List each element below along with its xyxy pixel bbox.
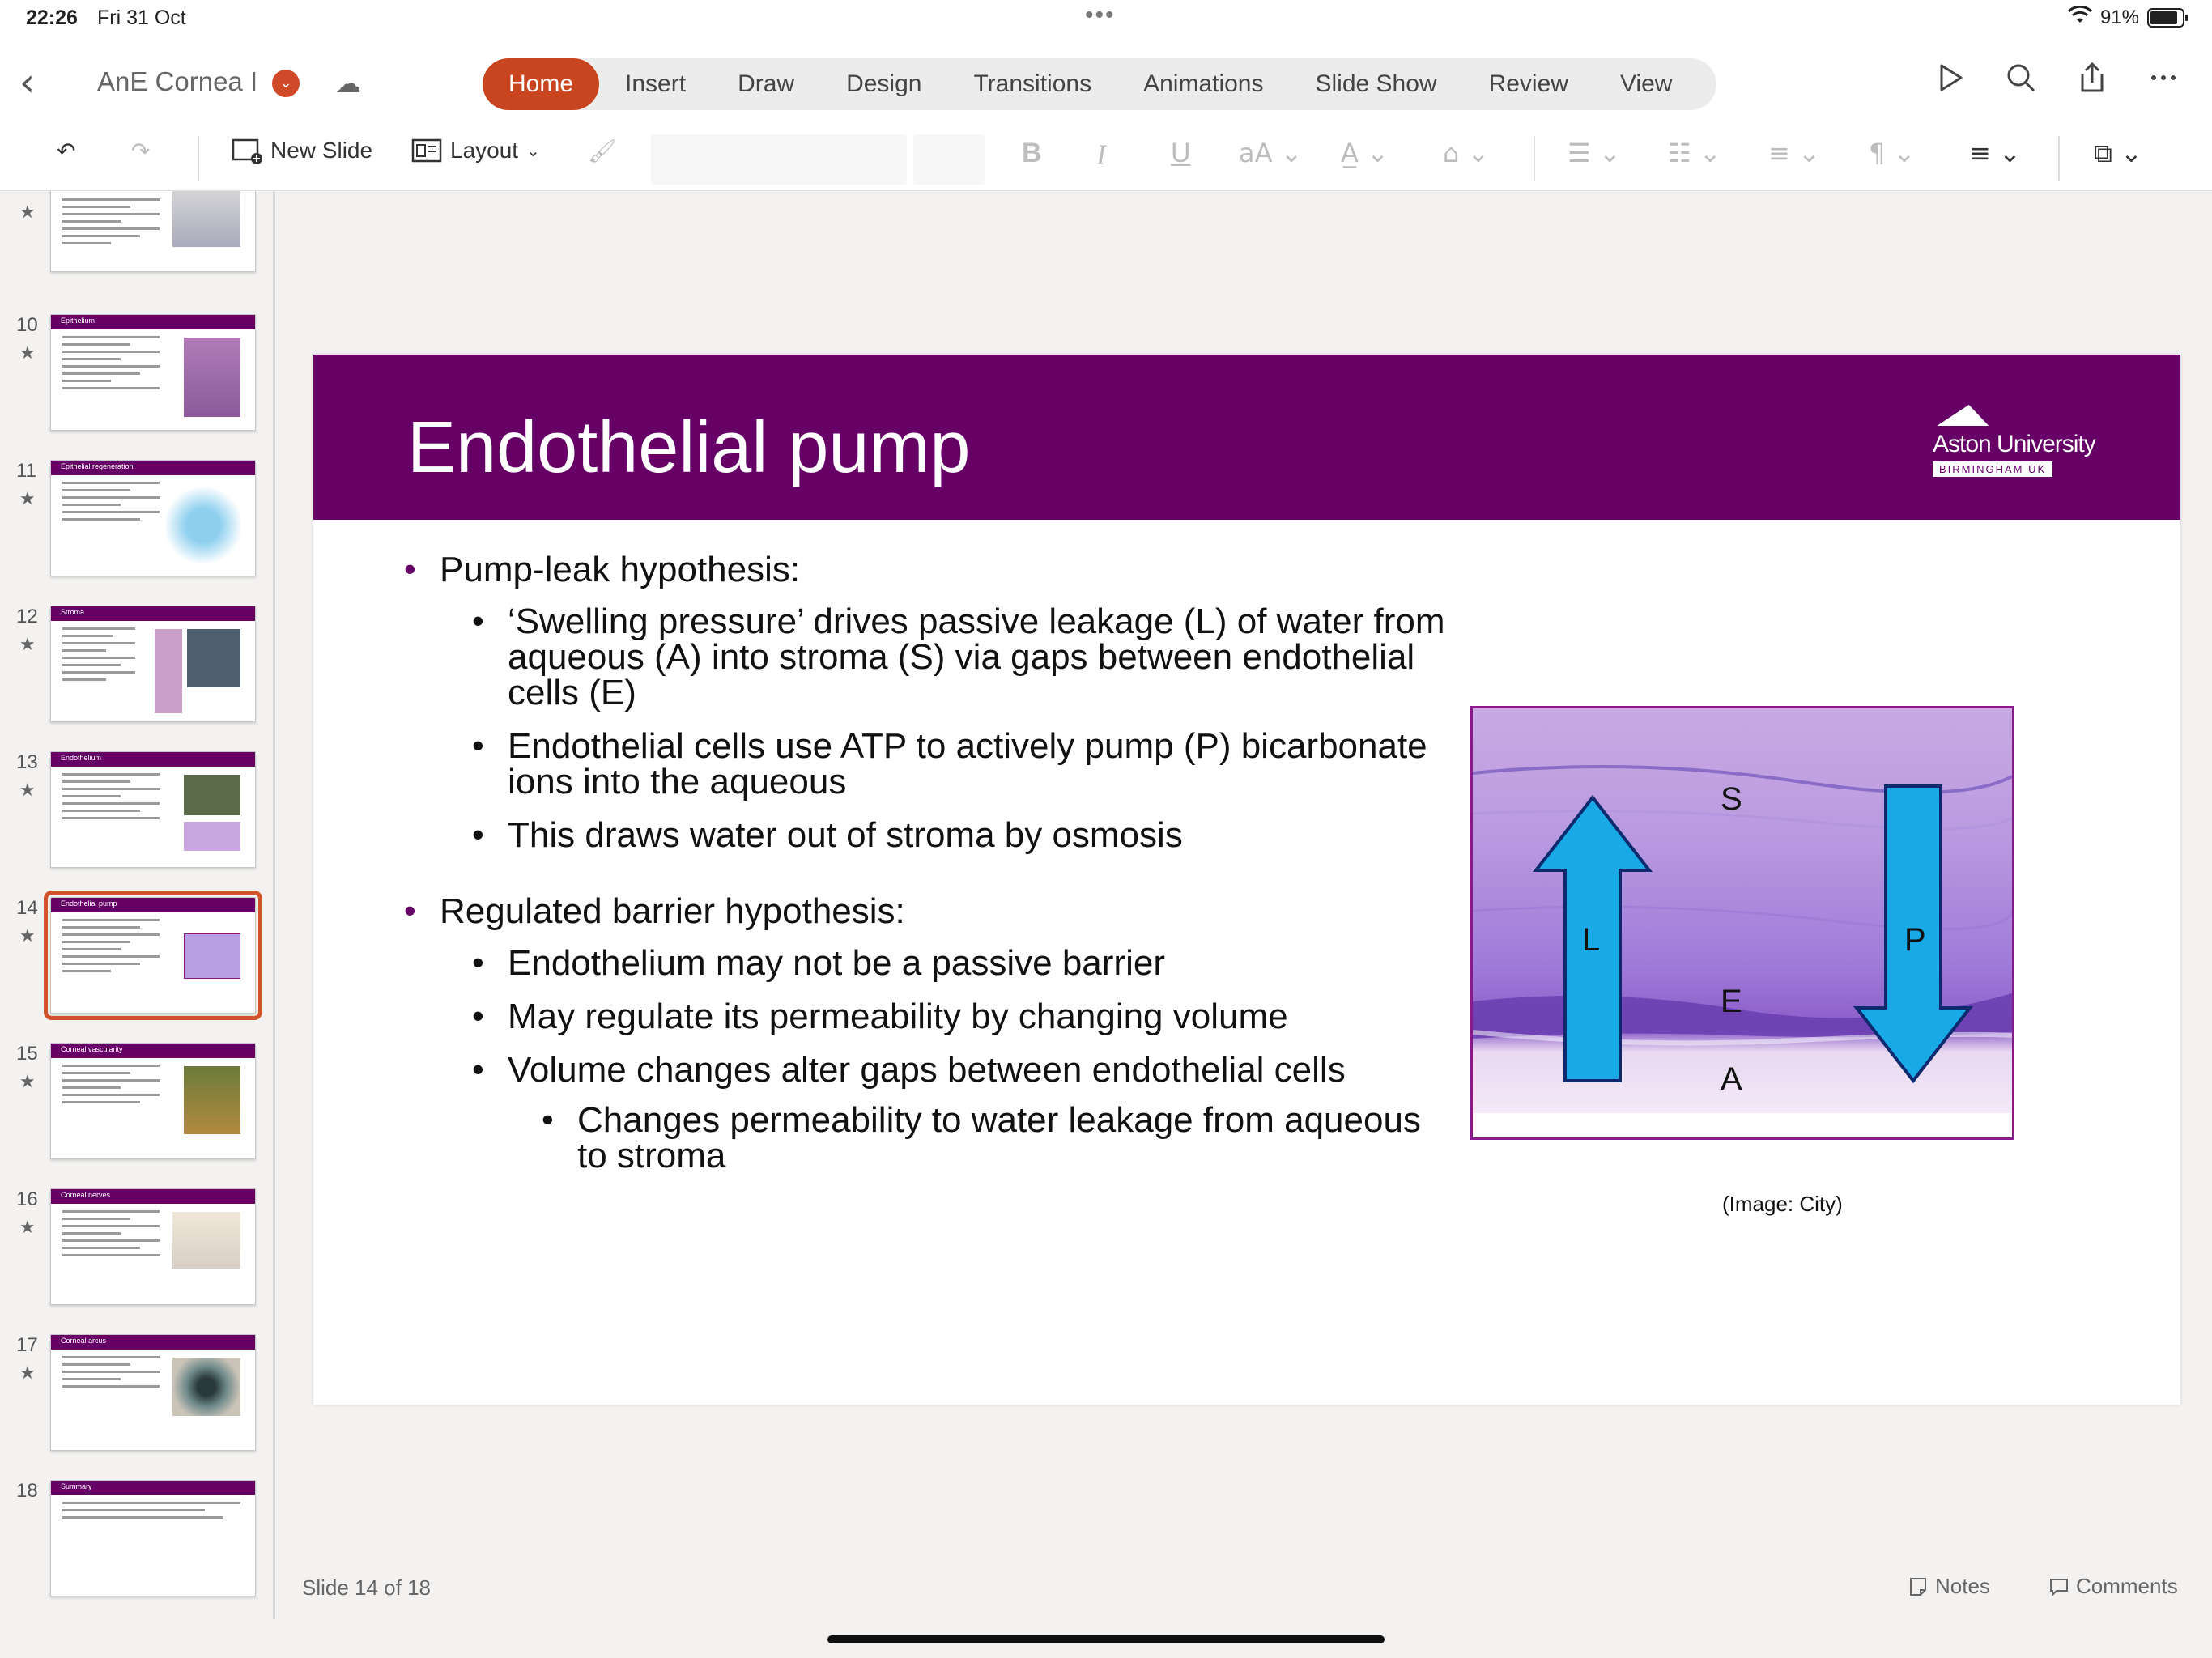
share-icon[interactable] — [2076, 62, 2108, 102]
bullet-level-3: • Changes permeability to water leakage from aqueous to stroma — [404, 1103, 1457, 1174]
format-painter-icon[interactable]: 🖌 — [588, 138, 617, 164]
italic-icon[interactable]: I — [1096, 138, 1106, 171]
wifi-icon — [2068, 5, 2092, 30]
figure-label-p: P — [1904, 922, 1926, 958]
align-icon[interactable]: ≡ ⌄ — [1969, 138, 2021, 168]
home-toolbar — [0, 128, 2212, 191]
more-icon[interactable] — [2147, 62, 2180, 102]
play-icon[interactable] — [1933, 62, 1966, 102]
layout-label: Layout — [450, 138, 519, 163]
slide-thumbnail[interactable] — [50, 1480, 256, 1596]
clock: 22:26 — [26, 6, 78, 29]
bullet-level-2: • This draws water out of stroma by osmosis — [404, 818, 1457, 853]
bullet-level-1: • Pump-leak hypothesis: — [404, 552, 1457, 588]
slide-number: 16 — [16, 1188, 38, 1210]
star-icon: ★ — [19, 1363, 36, 1384]
figure-label-e: E — [1721, 984, 1742, 1019]
tab-animations[interactable]: Animations — [1143, 70, 1264, 97]
undo-icon[interactable]: ↶ — [57, 138, 76, 164]
notes-label: Notes — [1935, 1574, 1990, 1598]
slide-number: 13 — [16, 751, 38, 773]
bullet-level-2: • ‘Swelling pressure’ drives passive leakage (L) of water from aqueous (A) into stroma (S) via gaps between endothelial cells (E) — [404, 604, 1457, 711]
thumbnail-title: Stroma — [61, 608, 85, 616]
numbering-icon[interactable]: ☷ ⌄ — [1668, 138, 1721, 168]
bullet-level-2: • Volume changes alter gaps between endothelial cells — [404, 1052, 1457, 1088]
slide-counter: Slide 14 of 18 — [302, 1575, 432, 1600]
bullet-level-2: • Endothelial cells use ATP to actively pump (P) bicarbonate ions into the aqueous — [404, 729, 1457, 800]
multitask-dots[interactable]: ••• — [1085, 2, 1116, 28]
ribbon-tabs — [483, 58, 1716, 110]
thumbnail-title: Endothelium — [61, 754, 102, 762]
slide-thumbnail[interactable] — [50, 191, 256, 272]
slide-thumbnail-selected[interactable] — [50, 897, 256, 1014]
date: Fri 31 Oct — [97, 6, 186, 29]
toolbar-divider — [198, 136, 199, 181]
bold-icon[interactable]: B — [1022, 138, 1042, 168]
slide-number: 11 — [16, 460, 36, 482]
back-button[interactable]: ‹ — [19, 60, 36, 105]
toolbar-divider — [2058, 136, 2060, 181]
slide-body-text[interactable] — [404, 552, 1457, 1188]
header-actions — [1933, 62, 2180, 102]
slide-number: 14 — [16, 897, 38, 919]
slide-thumbnail[interactable] — [50, 606, 256, 722]
slide-thumbnail-rail[interactable] — [0, 191, 275, 1619]
comments-button[interactable] — [2048, 1574, 2178, 1599]
new-slide-button[interactable] — [232, 138, 372, 164]
image-caption: (Image: City) — [1722, 1192, 1843, 1216]
underline-icon[interactable]: U — [1171, 138, 1191, 168]
thumbnail-title: Endothelial pump — [61, 899, 117, 908]
thumbnail-title: Epithelium — [61, 317, 96, 325]
slide-number: 10 — [16, 314, 38, 336]
comments-label: Comments — [2076, 1574, 2178, 1598]
figure-label-a: A — [1721, 1061, 1742, 1097]
redo-icon[interactable]: ↷ — [131, 138, 151, 164]
tab-view[interactable]: View — [1619, 70, 1673, 97]
slide-header-band — [313, 355, 2180, 520]
aston-university-logo: Aston University BIRMINGHAM UK — [1933, 405, 2103, 477]
battery-percent: 91% — [2099, 6, 2139, 28]
star-icon: ★ — [19, 1072, 36, 1092]
star-icon: ★ — [19, 1218, 36, 1238]
search-icon[interactable] — [2005, 62, 2037, 102]
thumbnail-title: Corneal nerves — [61, 1191, 111, 1199]
slide-number: 18 — [16, 1480, 38, 1502]
thumbnail-title: Epithelial regeneration — [61, 462, 134, 470]
home-indicator[interactable] — [827, 1635, 1385, 1643]
slide-thumbnail[interactable] — [50, 314, 256, 431]
cloud-sync-icon[interactable]: ☁ — [335, 68, 361, 99]
line-spacing-icon[interactable]: ≡ ⌄ — [1768, 138, 1820, 168]
slide-number: 15 — [16, 1043, 38, 1065]
new-slide-icon — [232, 138, 262, 164]
figure-label-s: S — [1721, 781, 1742, 817]
tab-insert[interactable]: Insert — [625, 70, 687, 97]
notes-button[interactable] — [1908, 1574, 1990, 1599]
font-name-field[interactable] — [651, 134, 907, 185]
star-icon: ★ — [19, 780, 36, 801]
new-slide-label: New Slide — [270, 138, 373, 163]
tab-draw[interactable]: Draw — [738, 70, 795, 97]
slide-canvas[interactable] — [313, 355, 2180, 1405]
font-size-change-icon[interactable]: aA ⌄ — [1239, 138, 1303, 168]
paragraph-icon[interactable]: ¶ ⌄ — [1869, 138, 1916, 168]
notes-icon — [1908, 1576, 1929, 1597]
star-icon: ★ — [19, 635, 36, 655]
status-indicators — [2068, 5, 2184, 30]
slide-thumbnail[interactable] — [50, 460, 256, 576]
tab-transitions[interactable]: Transitions — [973, 70, 1092, 97]
status-bar — [0, 0, 2212, 37]
thumbnail-title: Corneal vascularity — [61, 1045, 123, 1053]
thumbnail-title: Corneal arcus — [61, 1337, 107, 1345]
shapes-icon[interactable]: ⧉ ⌄ — [2094, 138, 2142, 168]
slide-number: 12 — [16, 606, 38, 627]
slide-number: 17 — [16, 1334, 38, 1356]
figure-label-l: L — [1582, 922, 1601, 958]
font-size-field[interactable] — [913, 134, 985, 185]
document-menu-icon[interactable]: ⌄ — [272, 70, 300, 97]
layout-button[interactable] — [411, 138, 540, 164]
slide-thumbnail[interactable] — [50, 751, 256, 868]
slide-title[interactable]: Endothelial pump — [407, 407, 971, 488]
battery-icon — [2147, 8, 2184, 28]
thumbnail-title: Summary — [61, 1482, 92, 1490]
highlight-icon[interactable]: ⌂ ⌄ — [1443, 138, 1490, 168]
tab-review[interactable]: Review — [1488, 70, 1568, 97]
slide-thumbnail[interactable] — [50, 1334, 256, 1451]
layout-icon — [411, 138, 442, 164]
toolbar-divider — [1534, 136, 1535, 181]
cornea-histology-figure[interactable] — [1470, 706, 2014, 1140]
chevron-down-icon: ⌄ — [526, 141, 540, 160]
tab-design[interactable]: Design — [846, 70, 922, 97]
slide-thumbnail[interactable] — [50, 1188, 256, 1305]
tab-home[interactable]: Home — [483, 58, 599, 110]
bullets-icon[interactable]: ☰ ⌄ — [1568, 138, 1621, 168]
tab-slide-show[interactable]: Slide Show — [1315, 70, 1437, 97]
font-color-icon[interactable]: A̲ ⌄ — [1341, 138, 1389, 168]
star-icon: ★ — [19, 343, 36, 363]
star-icon: ★ — [19, 926, 36, 946]
bullet-level-2: • Endothelium may not be a passive barrier — [404, 946, 1457, 981]
app-header — [0, 37, 2212, 128]
slide-thumbnail[interactable] — [50, 1043, 256, 1159]
bullet-level-1: • Regulated barrier hypothesis: — [404, 894, 1457, 929]
document-title[interactable]: AnE Cornea I — [97, 66, 258, 96]
comments-icon — [2048, 1576, 2069, 1597]
star-icon: ★ — [19, 202, 36, 223]
star-icon: ★ — [19, 489, 36, 509]
bullet-level-2: • May regulate its permeability by changing volume — [404, 999, 1457, 1035]
